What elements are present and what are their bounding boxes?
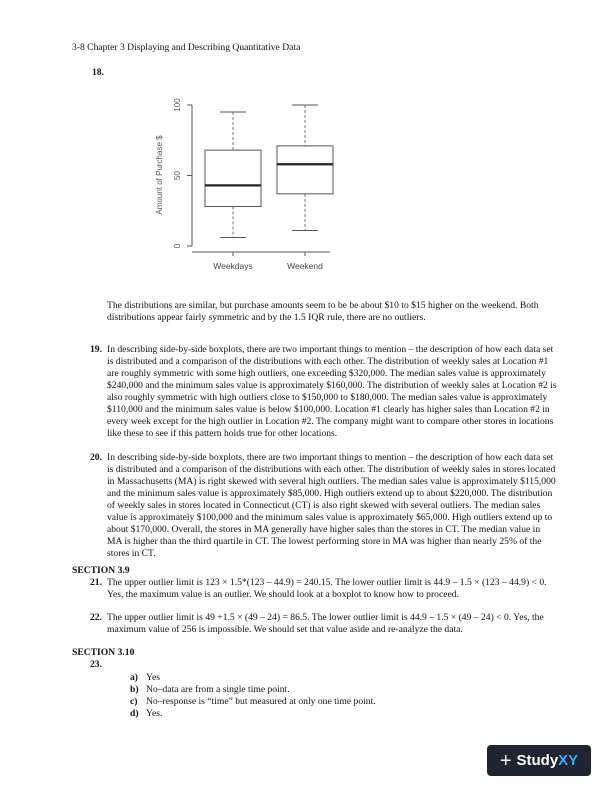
list-item — [130, 696, 376, 708]
item-text: Yes — [146, 672, 160, 683]
plus-icon: + — [499, 749, 512, 772]
question-number: 20. — [90, 452, 102, 463]
item-label: c) — [130, 696, 138, 707]
question-number: 22. — [90, 612, 102, 623]
question-number: 21. — [90, 577, 102, 588]
item-label: d) — [130, 708, 139, 719]
item-label: b) — [130, 684, 139, 695]
question-number: 18. — [92, 67, 104, 78]
box — [277, 146, 333, 194]
y-tick-label: 50 — [173, 171, 182, 180]
y-axis-label: Amount of Purchase $ — [155, 135, 164, 215]
y-tick-label: 100 — [173, 98, 182, 112]
answer-text: The upper outlier limit is 49 +1.5 × (49 – 24) = 86.5. The lower outlier limit is 44.9 – 1.5 × (49 – 24) < 0. Yes, the maximum value of 256 is impossible. We should set that value aside and re-analyze the data. — [107, 612, 544, 635]
question-number: 19. — [90, 344, 102, 355]
item-text: No–data are from a single time point. — [146, 684, 290, 695]
list-item — [130, 708, 162, 720]
logo-study: Study — [516, 751, 559, 769]
y-tick-label: 0 — [173, 243, 182, 249]
page-header: 3-8 Chapter 3 Displaying and Describing Quantitative Data — [72, 42, 301, 53]
box — [205, 150, 261, 206]
item-text: Yes. — [146, 708, 163, 719]
logo-xy: XY — [558, 751, 579, 769]
studyxy-logo — [487, 745, 591, 776]
boxplot-chart — [150, 90, 350, 280]
x-tick-label: Weekdays — [213, 261, 253, 271]
x-tick-label: Weekend — [287, 261, 323, 271]
answer-text: In describing side-by-side boxplots, there are two important things to mention – the description of how each data set is distributed and a comparison of the distributions with each other. The distribution of weekly sales at Location #1 are roughly symmetric with some high outliers, one exceeding $320,000. The median sales value is approximately $240,000 and the minimum sales value is approximately $160,000. The distribution of weekly sales at Location #2 is also roughly symmetric with high outliers close to $150,000 to $180,000. The median sales value is approximately $110,000 and the minimum sales value is below $100,000. Location #1 clearly has higher sales than Location #2 in every week except for the high outlier in Location #2. The company might want to compare other stores in locations like these to see if this pattern holds true for other locations. — [107, 344, 557, 439]
answer-text: In describing side-by-side boxplots, there are two important things to mention – the description of how each data set is distributed and a comparison of the distributions with each other. The distribution of weekly sales in stores located in Massachusetts (MA) is right skewed with several high outliers. The median sales value is approximately $115,000 and the minimum sales value is approximately $85,000. High outliers extend up to about $220,000. The distribution of weekly sales in stores located in Connecticut (CT) is also right skewed with several outliers. The median sales value is approximately $100,000 and the minimum sales value is approximately $65,000. High outliers extend up to about $170,000. Overall, the stores in MA generally have higher sales than the stores in CT. The median value in MA is higher than the third quartile in CT. The lowest performing store in MA was higher than nearly 25% of the stores in CT. — [107, 452, 556, 559]
answer-text: The upper outlier limit is 123 × 1.5*(123 – 44.9) = 240.15. The lower outlier limit is 44.9 – 1.5 × (123 – 44.9) < 0. Yes, the maximum value is an outlier. We should look at a boxplot to know how to proceed. — [107, 577, 547, 600]
item-label: a) — [130, 672, 138, 683]
list-item — [130, 672, 160, 684]
section-heading: SECTION 3.10 — [72, 647, 135, 658]
item-text: No–response is “time” but measured at only one time point. — [146, 696, 376, 707]
answer-text: The distributions are similar, but purchase amounts seem to be be about $10 to $15 higher on the weekend. Both distributions appear fairly symmetric and by the 1.5 IQR rule, there are no outliers. — [107, 300, 539, 323]
question-number: 23. — [90, 659, 102, 670]
list-item — [130, 684, 290, 696]
section-heading: SECTION 3.9 — [72, 565, 130, 576]
